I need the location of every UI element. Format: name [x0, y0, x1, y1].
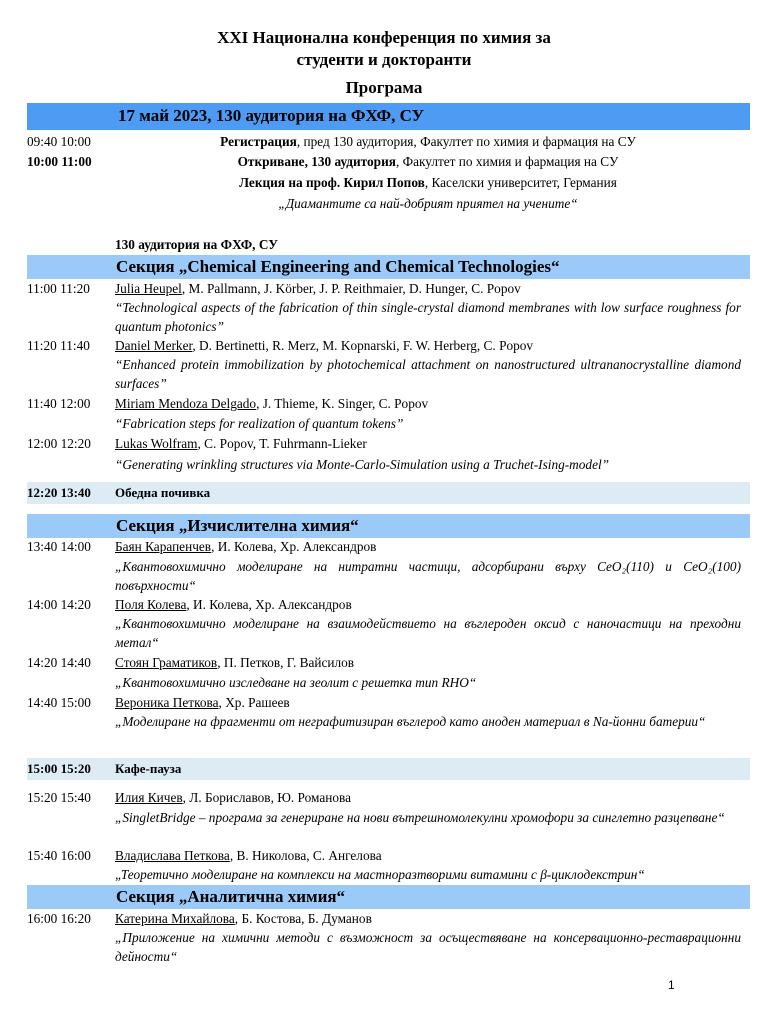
talk-time: 11:20 11:40 [27, 338, 90, 353]
talk-authors: Катерина Михайлова, Б. Костова, Б. Думанов [115, 911, 372, 926]
talk-time: 12:00 12:20 [27, 436, 91, 451]
lecture-title: „Диамантите са най-добрият приятел на учените“ [278, 196, 578, 211]
talk-time: 11:00 11:20 [27, 281, 90, 296]
talk-time: 15:20 15:40 [27, 790, 91, 805]
talk-title: “Enhanced protein immobilization by photochemical attachment on nanostructured ultrananocrystalline diamond surfaces” [115, 357, 741, 391]
row-content: Регистрация, пред 130 аудитория, Факултет по химия и фармация на СУ [220, 134, 636, 149]
talk-title: „Квантовохимично изследване на зеолит с решетка тип RHO“ [115, 675, 477, 690]
presenter-name: Илия Кичев [115, 790, 183, 805]
talk-time: 11:40 12:00 [27, 396, 91, 411]
talk-authors: Илия Кичев, Л. Бориславов, Ю. Романова [115, 790, 351, 805]
break-time: 15:00 15:20 [27, 761, 91, 776]
talk-time: 14:40 15:00 [27, 695, 91, 710]
coffee-break-bar [27, 758, 750, 780]
presenter-name: Lukas Wolfram [115, 436, 198, 451]
talk-authors: Стоян Граматиков, П. Петков, Г. Вайсилов [115, 655, 355, 670]
break-time: 12:20 13:40 [27, 485, 91, 500]
talk-time: 15:40 16:00 [27, 848, 91, 863]
day-banner [27, 103, 750, 130]
presenter-name: Катерина Михайлова [115, 911, 235, 926]
talk-authors: Владислава Петкова, В. Николова, С. Ангелова [115, 848, 382, 863]
talk-time: 13:40 14:00 [27, 539, 91, 554]
row-content: Откриване, 130 аудитория, Факултет по химия и фармация на СУ [237, 154, 619, 169]
talk-title: „Моделиране на фрагменти от неграфитизиран въглерод като аноден материал в Na-йонни батерии“ [115, 714, 706, 729]
talk-title: „Квантовохимично моделиране на нитратни частици, адсорбирани върху CeO₂(110) и CeO₂(100) повърхности“ [115, 559, 741, 593]
talk-time: 14:00 14:20 [27, 597, 91, 612]
talk-authors: Lukas Wolfram, C. Popov, T. Fuhrmann-Lieker [115, 436, 367, 451]
conference-title-line1: XXI Национална конференция по химия за [217, 28, 551, 47]
talk-authors: Поля Колева, И. Колева, Хр. Александров [115, 597, 352, 612]
row-time: 10:00 11:00 [27, 154, 92, 169]
venue-text: 130 аудитория на ФХФ, СУ [115, 237, 279, 252]
section-title: Секция „Аналитична химия“ [116, 887, 346, 906]
lunch-break-bar [27, 482, 750, 504]
break-label: Кафе-пауза [115, 761, 182, 776]
section-title: Секция „Изчислителна химия“ [116, 516, 359, 535]
conference-title-line2: студенти и докторанти [296, 50, 472, 69]
section-bar-engineering [27, 255, 750, 279]
break-label: Обедна почивка [115, 485, 211, 500]
talk-title: “Generating wrinkling structures via Monte-Carlo-Simulation using a Truchet-Ising-model” [115, 457, 610, 472]
section-bar-computational [27, 514, 750, 538]
program-heading: Програма [345, 78, 423, 97]
section-bar-analytical [27, 885, 750, 909]
page-number: 1 [668, 978, 675, 992]
lecture-speaker: Лекция на проф. Кирил Попов, Каселски университет, Германия [239, 175, 617, 190]
day-title: 17 май 2023, 130 аудитория на ФХФ, СУ [118, 106, 425, 125]
presenter-name: Стоян Граматиков [115, 655, 218, 670]
presenter-name: Miriam Mendoza Delgado [115, 396, 257, 411]
section-title: Секция „Chemical Engineering and Chemical Technologies“ [116, 257, 560, 276]
presenter-name: Владислава Петкова [115, 848, 230, 863]
talk-title: „Приложение на химични методи с възможност за осъществяване на консервационно-реставрационни дейности“ [115, 930, 741, 964]
talk-title: „Теоретично моделиране на комплекси на мастноразтворими витамини с β-циклодекстрин“ [115, 867, 645, 882]
talk-title: „Квантовохимично моделиране на взаимодействието на въглероден оксид с наночастици на преходни метал“ [115, 616, 741, 650]
talk-title: “Fabrication steps for realization of quantum tokens” [115, 416, 404, 431]
presenter-name: Julia Heupel [115, 281, 182, 296]
presenter-name: Поля Колева [115, 597, 187, 612]
talk-authors: Miriam Mendoza Delgado, J. Thieme, K. Singer, C. Popov [115, 396, 429, 411]
presenter-name: Баян Карапенчев [115, 539, 212, 554]
talk-time: 16:00 16:20 [27, 911, 91, 926]
talk-authors: Daniel Merker, D. Bertinetti, R. Merz, M. Kopnarski, F. W. Herberg, C. Popov [115, 338, 534, 353]
talk-authors: Вероника Петкова, Хр. Рашеев [115, 695, 290, 710]
talk-title: “Technological aspects of the fabrication of thin single-crystal diamond membranes with low surface roughness for quantum photonics” [115, 300, 741, 334]
talk-time: 14:20 14:40 [27, 655, 91, 670]
talk-authors: Julia Heupel, M. Pallmann, J. Körber, J. P. Reithmaier, D. Hunger, C. Popov [115, 281, 521, 296]
row-time: 09:40 10:00 [27, 134, 91, 149]
talk-title: „SingletBridge – програма за генериране на нови вътрешномолекулни хромофори за синглетно разцепване“ [115, 810, 725, 825]
presenter-name: Вероника Петкова [115, 695, 219, 710]
presenter-name: Daniel Merker [115, 338, 193, 353]
talk-authors: Баян Карапенчев, И. Колева, Хр. Александров [115, 539, 377, 554]
